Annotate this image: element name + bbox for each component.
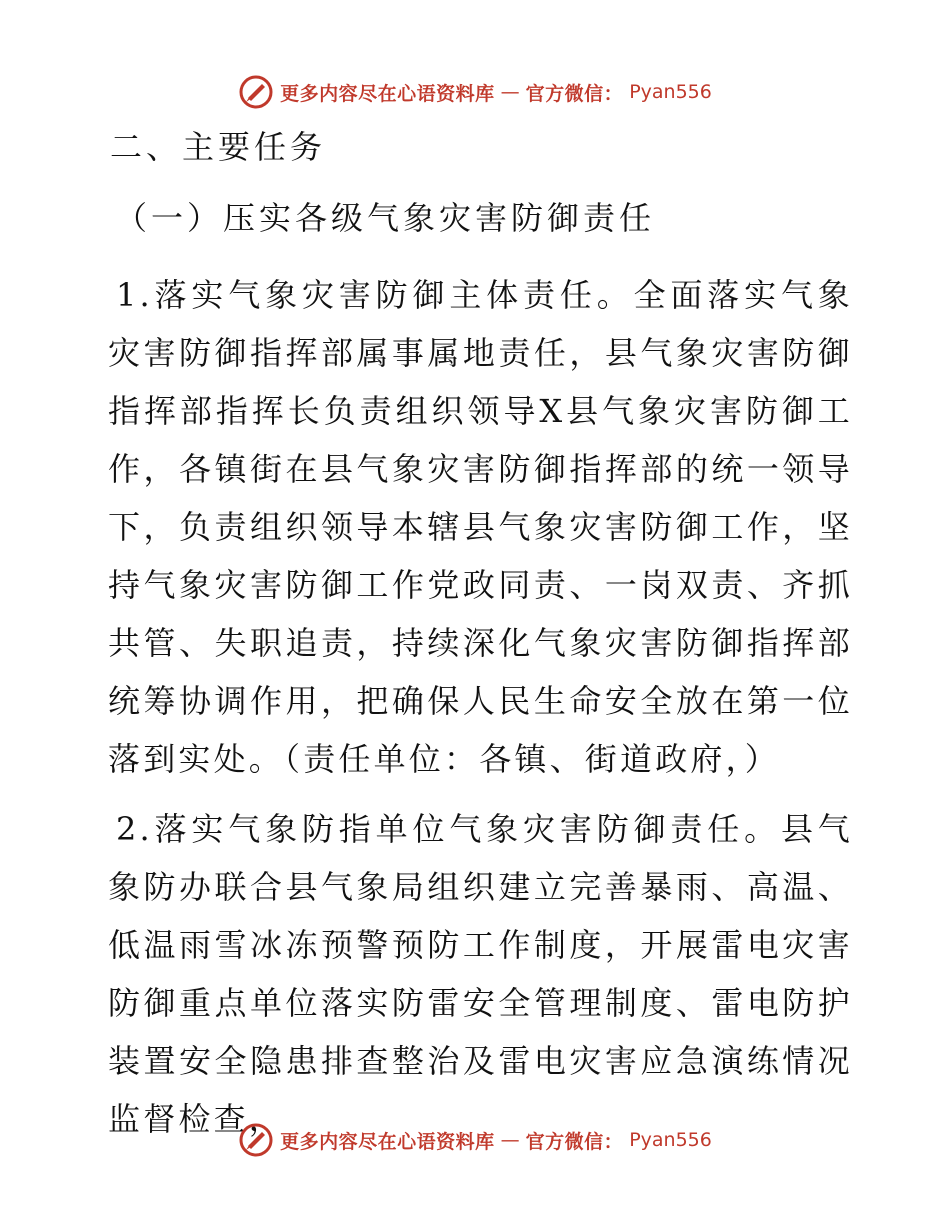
watermark-account-label: 官方微信： — [525, 82, 624, 105]
paragraph-2: 2.落实气象防指单位气象灾害防御责任。县气象防办联合县气象局组织建立完善暴雨、高温、低温雨雪冰冻预警预防工作制度，开展雷电灾害防御重点单位落实防雷安全管理制度、雷电防护装置安全隐患排查整治及雷电灾害应急演练情况监督检查， — [108, 810, 853, 1138]
watermark-header — [0, 72, 950, 112]
watermark-separator: — — [500, 1129, 520, 1151]
watermark-separator: — — [500, 81, 520, 103]
subsection-title: （一）压实各级气象灾害防御责任 — [115, 199, 656, 237]
watermark-account-label: 官方微信： — [525, 1130, 624, 1153]
section-title: 二、主要任务 — [110, 128, 327, 166]
watermark-text: 更多内容尽在心语资料库 — [280, 1130, 495, 1153]
watermark-account: Pyan556 — [629, 1129, 712, 1151]
brand-logo-icon — [238, 1122, 274, 1158]
watermark-text: 更多内容尽在心语资料库 — [280, 82, 495, 105]
paragraph-1: 1.落实气象灾害防御主体责任。全面落实气象灾害防御指挥部属事属地责任，县气象灾害防御指挥部指挥长负责组织领导X县气象灾害防御工作，各镇街在县气象灾害防御指挥部的统一领导下，负责组织领导本辖县气象灾害防御工作，坚持气象灾害防御工作党政同责、一岗双责、齐抓共管、失职追责，持续深化气象灾害防御指挥部统筹协调作用，把确保人民生命安全放在第一位落到实处。（责任单位：各镇、街道政府，） — [108, 276, 853, 778]
watermark-footer — [0, 1120, 950, 1160]
brand-logo-icon — [238, 74, 274, 110]
watermark-account: Pyan556 — [629, 81, 712, 103]
